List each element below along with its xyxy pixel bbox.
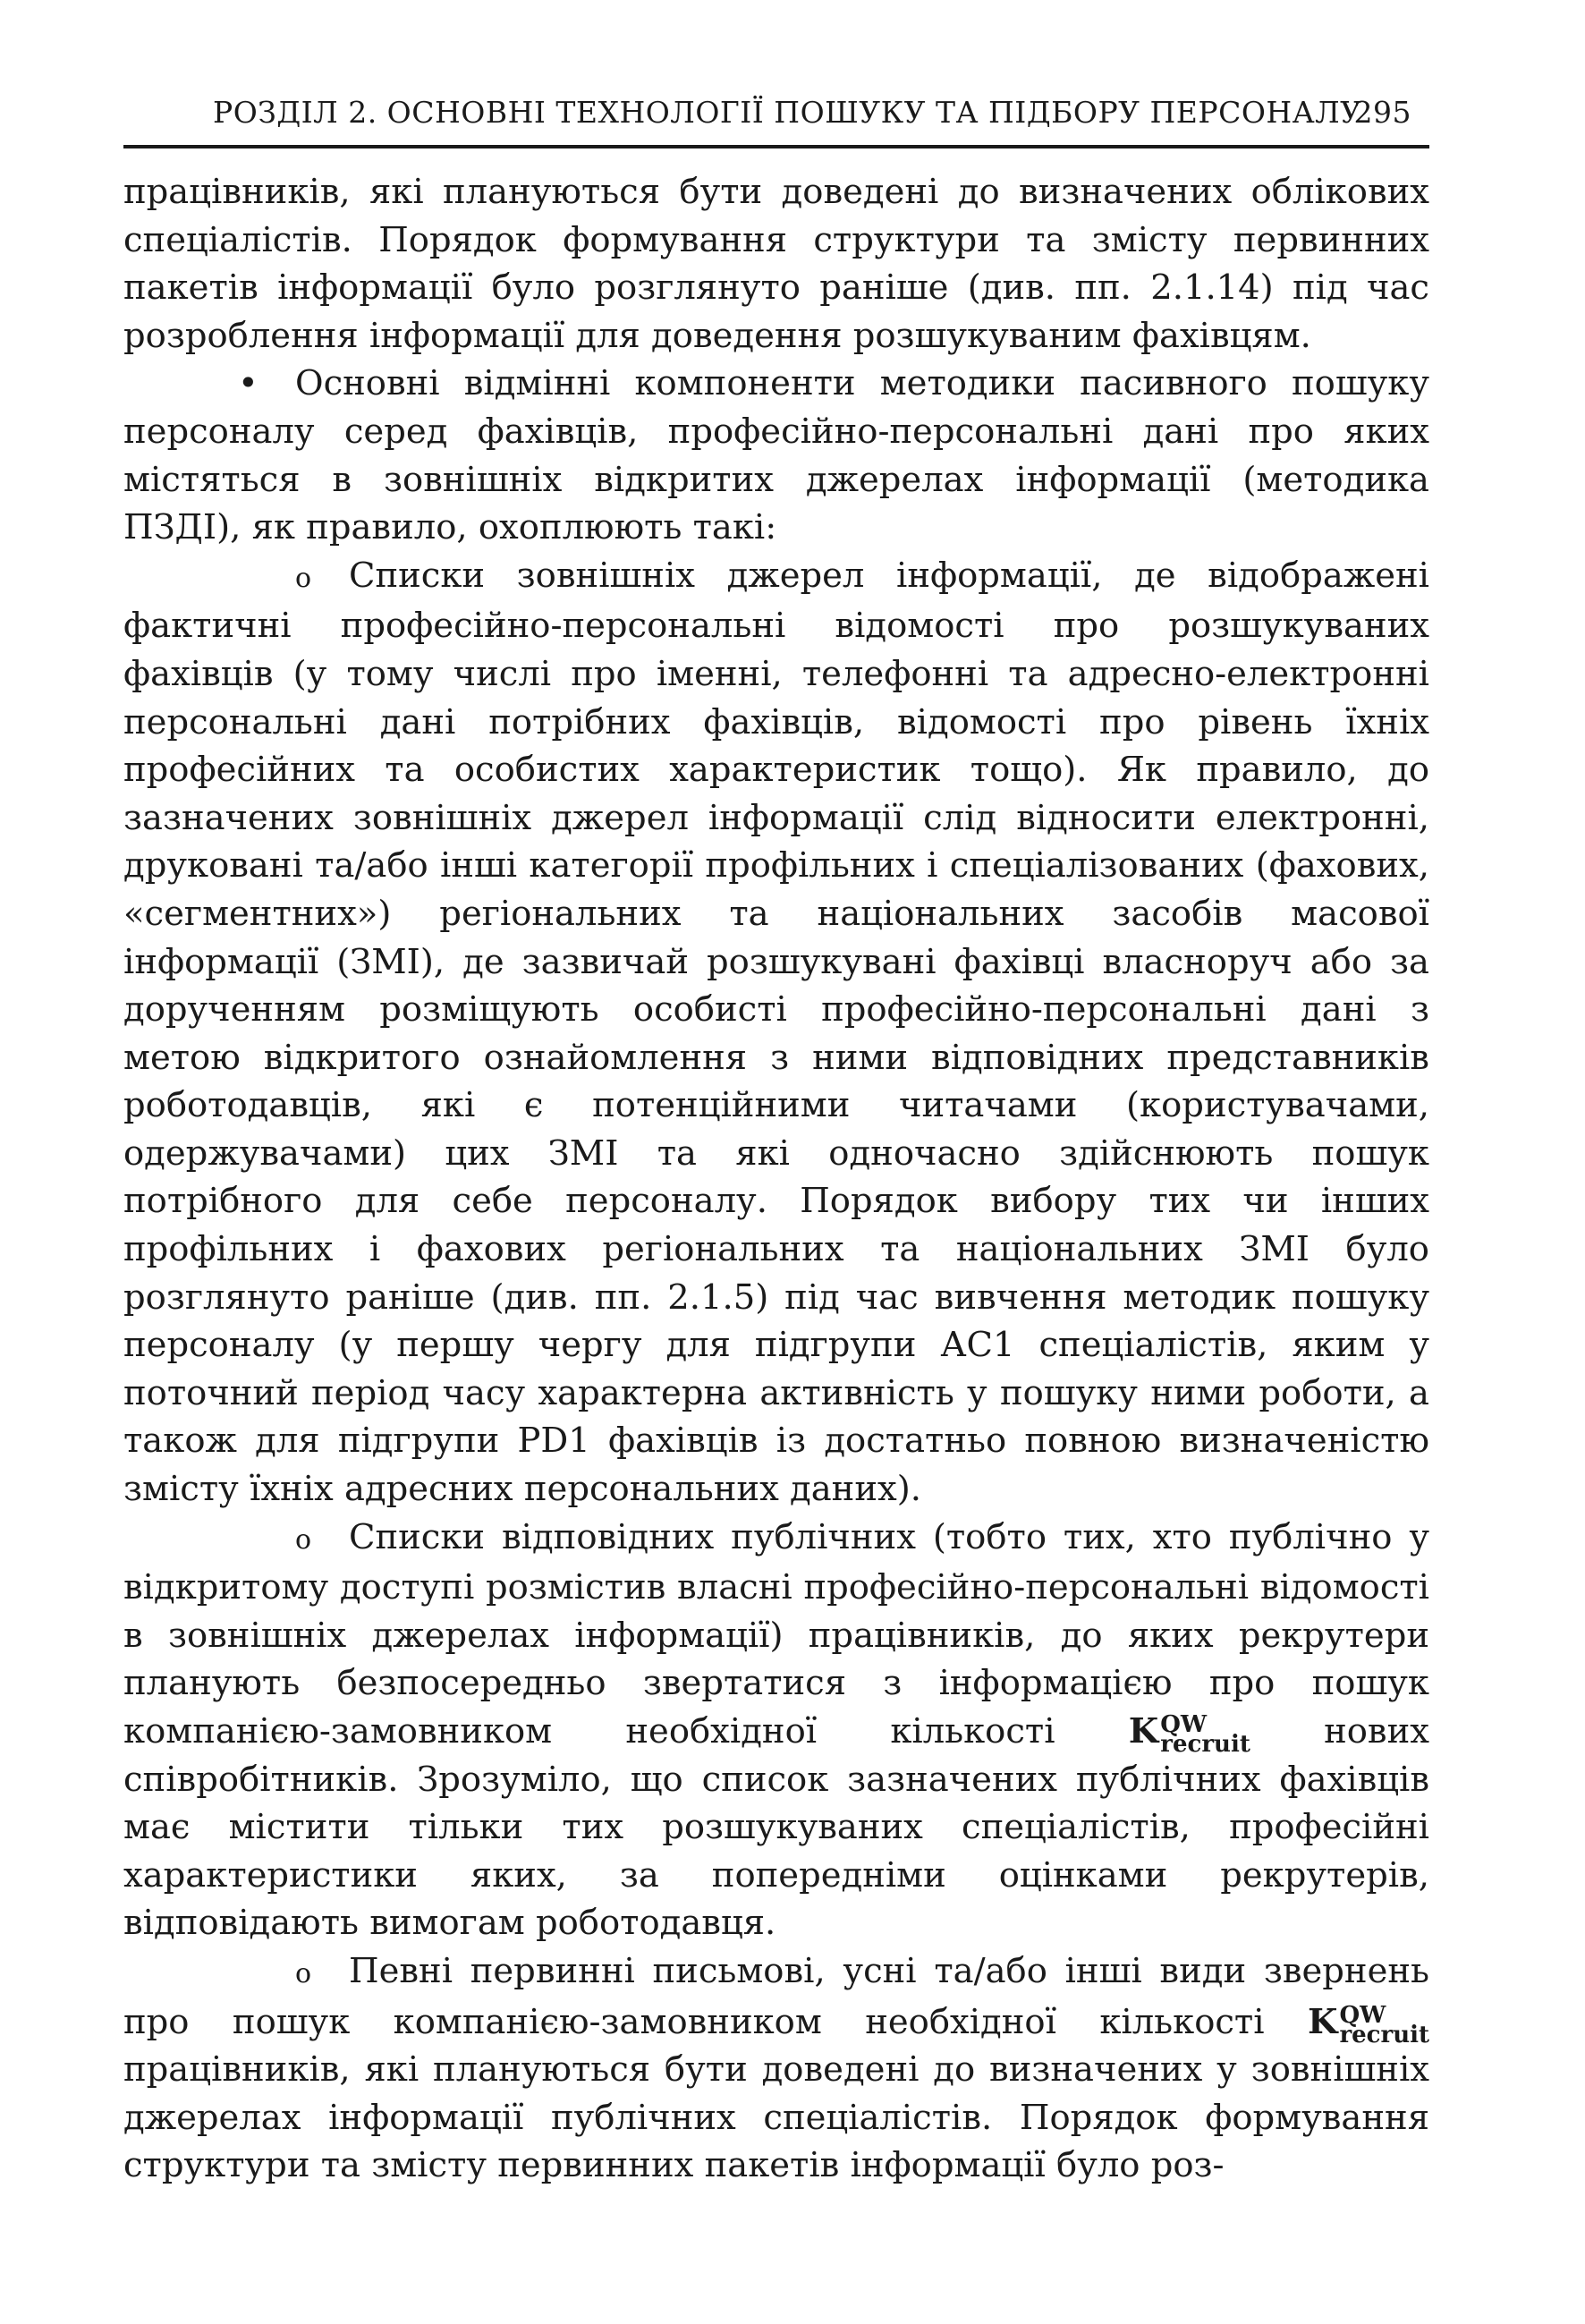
sub-bullet-marker: o — [295, 562, 312, 594]
formula-superscript: QW — [1339, 2001, 1386, 2029]
paragraph-continuation — [123, 168, 1429, 360]
formula-base: K — [1307, 2001, 1338, 2042]
body-text — [123, 168, 1429, 2190]
paragraph-text: нових співробітників. Зрозуміло, що список зазначених публічних фахівців має містити тільки тих розшукуваних спеціалістів, професійні характеристики яких, за попередніми оцінками рекрутерів, відповідають вимогам роботодавця. — [123, 1711, 1429, 1944]
formula-k-recruit — [1128, 1711, 1250, 1758]
sub-item-public-lists — [123, 1514, 1429, 1947]
paragraph-text: Певні первинні письмові, усні та/або інші види звернень про пошук компанією-замовником необхідної кількості — [123, 1950, 1429, 2042]
paragraph-text: Списки зовнішніх джерел інформації, де відображені фактичні професійно-персональні відомості про розшукуваних фахівців (у тому числі про іменні, телефонні та адресно-електронні персональні дані потрібних фахівців, відомості про рівень їхніх професійних та особистих характеристик тощо). Як правило, до зазначених зовнішніх джерел інформації слід відносити електронні, друковані та/або інші категорії профільних і спеціалізованих (фахових, «сегментних») регіональних та національних засобів масової інформації (ЗМІ), де зазвичай розшукувані фахівці власноруч або за дорученням розміщують особисті професійно-персональні дані з метою відкритого ознайомлення з ними відповідних представників роботодавців, які є потенційними читачами (користувачами, одержувачами) цих ЗМІ та які одночасно здійснюють пошук потрібного для себе персоналу. Порядок вибору тих чи інших профільних і фахових регіональних та національних ЗМІ було розглянуто раніше (див. пп. 2.1.5) під час вивчення методик пошуку персоналу (у першу чергу для підгрупи АС1 спеціалістів, яким у поточний період часу характерна активність у пошуку ними роботи, а також для підгрупи PD1 фахівців із достатньо повною визначеністю змісту їхніх адресних персональних даних). — [123, 555, 1429, 1510]
formula-subscript: recruit — [1160, 1731, 1250, 1758]
chapter-title: РОЗДІЛ 2. ОСНОВНІ ТЕХНОЛОГІЇ ПОШУКУ ТА ПІДБОРУ ПЕРСОНАЛУ — [213, 95, 1362, 130]
paragraph-text: працівників, які плануються бути доведені до визначених облікових спеціалістів. Порядок формування структури та змісту первинних пакетів інформації було розглянуто раніше (див. пп. 2.1.14) під час розроблення інформації для доведення розшукуваним фахівцям. — [123, 172, 1429, 356]
sub-item-appeals — [123, 1947, 1429, 2190]
page-number: 295 — [1353, 95, 1411, 130]
formula-superscript: QW — [1160, 1711, 1208, 1738]
sub-bullet-marker: o — [295, 1523, 312, 1556]
sub-item-external-sources — [123, 552, 1429, 1514]
bullet-paragraph — [123, 360, 1429, 551]
sub-bullet-marker: o — [295, 1957, 312, 1989]
formula-subscript: recruit — [1339, 2021, 1429, 2048]
running-header — [123, 89, 1429, 148]
formula-base: K — [1128, 1711, 1159, 1751]
paragraph-text: Основні відмінні компоненти методики пасивного пошуку персоналу серед фахівців, професійно-персональні дані про яких містяться в зовнішніх відкритих джерелах інформації (методика ПЗДІ), як правило, охоплюють такі: — [123, 363, 1429, 548]
formula-k-recruit — [1307, 2001, 1429, 2048]
paragraph-text: Списки відповідних публічних (тобто тих, хто публічно у відкритому доступі розмістив власні професійно-персональні відомості в зовнішніх джерелах інформації) працівників, до яких рекрутери планують безпосередньо звертатися з інформацією про пошук компанією-замовником необхідної кількості — [123, 1516, 1429, 1751]
book-page — [123, 89, 1429, 2190]
bullet-marker: • — [238, 363, 259, 404]
paragraph-text: працівників, які плануються бути доведені до визначених у зовнішніх джерелах інформації публічних спеціалістів. Порядок формування структури та змісту первинних пакетів інформації було роз- — [123, 2049, 1429, 2186]
